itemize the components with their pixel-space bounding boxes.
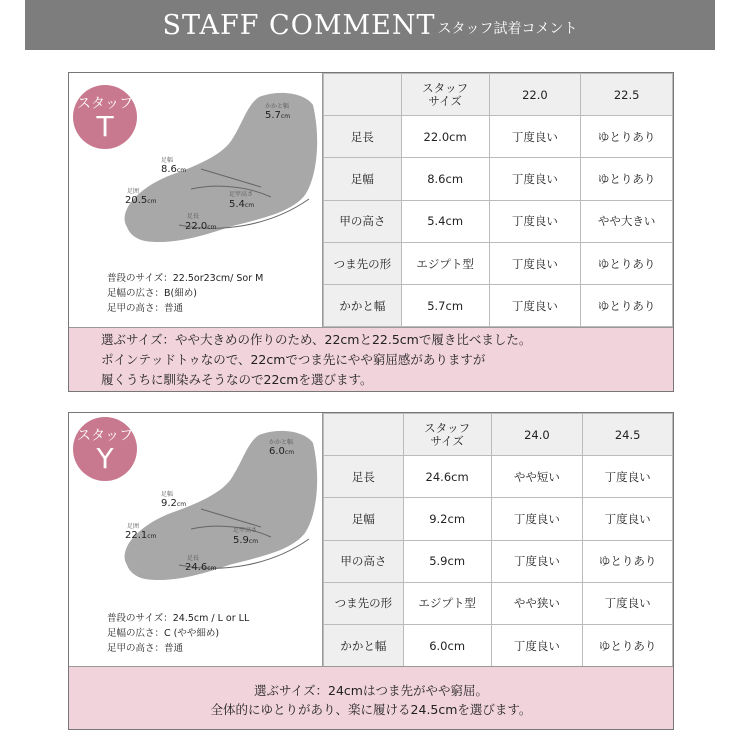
cell: 8.6cm <box>401 158 489 200</box>
heel-width-label: かかと幅 <box>269 439 294 446</box>
cell: 丁度良い <box>583 582 673 624</box>
cell: やや狭い <box>491 582 583 624</box>
heel-width-value: 6.0cm <box>269 446 295 457</box>
foot-width-label: 足幅 <box>161 157 174 164</box>
foot-length-value: 22.0cm <box>185 221 217 232</box>
staff-comment <box>69 666 673 729</box>
instep-height-value: 5.9cm <box>233 535 259 546</box>
row-label: 足長 <box>324 456 404 498</box>
section-header <box>25 0 715 50</box>
table-corner <box>324 74 402 116</box>
cell: 丁度良い <box>491 624 583 666</box>
foot-length-label: 足長 <box>187 555 200 562</box>
staff-info <box>107 271 263 316</box>
cell: ゆとりあり <box>583 540 673 582</box>
instep-type: 足甲の高さ：普通 <box>107 303 184 314</box>
heel-width-value: 5.7cm <box>265 110 291 121</box>
cell: ゆとりあり <box>583 624 673 666</box>
cell: 丁度良い <box>489 116 581 158</box>
foot-width-label: 足幅 <box>161 491 174 498</box>
foot-girth-label: 足囲 <box>127 523 140 530</box>
row-label: つま先の形 <box>324 582 404 624</box>
cell: ゆとりあり <box>581 116 673 158</box>
comment-line: 履くうちに馴染みそうなので22cmを選びます。 <box>101 372 373 387</box>
foot-length-label: 足長 <box>187 213 200 220</box>
foot-length-value: 24.6cm <box>185 562 217 573</box>
cell: エジプト型 <box>401 242 489 284</box>
cell: 丁度良い <box>583 498 673 540</box>
cell: 丁度良い <box>491 498 583 540</box>
table-row <box>324 582 673 624</box>
size-col-2: 22.5 <box>581 74 673 116</box>
cell: ゆとりあり <box>581 242 673 284</box>
cell: 5.9cm <box>403 540 491 582</box>
cell: 丁度良い <box>491 540 583 582</box>
cell: ゆとりあり <box>581 158 673 200</box>
fit-table <box>323 73 673 327</box>
staff-comment <box>69 327 673 391</box>
instep-type: 足甲の高さ：普通 <box>107 643 184 654</box>
cell: 22.0cm <box>401 116 489 158</box>
row-label: 甲の高さ <box>324 200 402 242</box>
staff-size-header: スタッフ サイズ <box>403 414 491 456</box>
staff-size-header: スタッフ サイズ <box>401 74 489 116</box>
row-label: 足長 <box>324 116 402 158</box>
table-row <box>324 624 673 666</box>
badge-label: スタッフ <box>77 96 133 112</box>
size-col-1: 24.0 <box>491 414 583 456</box>
cell: 丁度良い <box>489 158 581 200</box>
instep-height-value: 5.4cm <box>229 199 255 210</box>
usual-size: 普段のサイズ：22.5or23cm/ Sor M <box>107 273 264 284</box>
staff-t-profile <box>69 73 323 327</box>
row-label: 足幅 <box>324 498 404 540</box>
row-label: かかと幅 <box>324 624 404 666</box>
row-label: つま先の形 <box>324 242 402 284</box>
instep-height-label: 足甲高さ <box>233 527 258 534</box>
table-row <box>324 116 673 158</box>
cell: ゆとりあり <box>581 285 673 327</box>
table-row <box>324 285 673 327</box>
staff-y-profile <box>69 413 323 666</box>
badge-letter: T <box>96 110 114 143</box>
cell: 9.2cm <box>403 498 491 540</box>
foot-width-value: 8.6cm <box>161 164 187 175</box>
cell: 5.4cm <box>401 200 489 242</box>
badge-label: スタッフ <box>77 428 133 444</box>
cell: エジプト型 <box>403 582 491 624</box>
foot-girth-label: 足囲 <box>127 188 140 195</box>
cell: 6.0cm <box>403 624 491 666</box>
staff-badge <box>73 417 137 481</box>
table-corner <box>324 414 404 456</box>
table-header <box>324 74 673 116</box>
usual-size: 普段のサイズ：24.5cm / L or LL <box>107 613 250 624</box>
row-label: かかと幅 <box>324 285 402 327</box>
cell: やや短い <box>491 456 583 498</box>
table-row <box>324 498 673 540</box>
comment-line: 選ぶサイズ：24cmはつま先がやや窮屈。 <box>254 683 488 698</box>
row-label: 甲の高さ <box>324 540 404 582</box>
foot-width-value: 9.2cm <box>161 498 187 509</box>
size-col-2: 24.5 <box>583 414 673 456</box>
foot-width-type: 足幅の広さ：B(細め) <box>107 288 197 299</box>
instep-height-label: 足甲高さ <box>229 191 254 198</box>
cell: やや大きい <box>581 200 673 242</box>
foot-width-type: 足幅の広さ：C (やや細め) <box>107 628 220 639</box>
cell: 24.6cm <box>403 456 491 498</box>
fit-table <box>323 413 673 667</box>
header-title-ja: スタッフ試着コメント <box>437 21 578 37</box>
foot-girth-value: 22.1cm <box>125 530 157 541</box>
heel-width-label: かかと幅 <box>265 103 290 110</box>
comment-line: ポインテッドトゥなので、22cmでつま先にやや窮屈感がありますが <box>101 352 486 367</box>
cell: 丁度良い <box>489 242 581 284</box>
comment-line: 全体的にゆとりがあり、楽に履ける24.5cmを選びます。 <box>210 702 532 717</box>
table-row <box>324 540 673 582</box>
table-row <box>324 200 673 242</box>
table-row <box>324 456 673 498</box>
row-label: 足幅 <box>324 158 402 200</box>
size-col-1: 22.0 <box>489 74 581 116</box>
header-title-en: STAFF COMMENT <box>162 9 436 41</box>
staff-badge <box>73 85 137 149</box>
cell: 丁度良い <box>583 456 673 498</box>
staff-t-section <box>68 72 674 392</box>
cell: 5.7cm <box>401 285 489 327</box>
foot-girth-value: 20.5cm <box>125 195 157 206</box>
table-row <box>324 242 673 284</box>
table-header <box>324 414 673 456</box>
cell: 丁度良い <box>489 200 581 242</box>
comment-line: 選ぶサイズ：やや大きめの作りのため、22cmと22.5cmで履き比べました。 <box>101 332 532 347</box>
staff-info <box>107 611 249 656</box>
staff-y-section <box>68 412 674 730</box>
badge-letter: Y <box>96 442 114 475</box>
table-row <box>324 158 673 200</box>
cell: 丁度良い <box>489 285 581 327</box>
